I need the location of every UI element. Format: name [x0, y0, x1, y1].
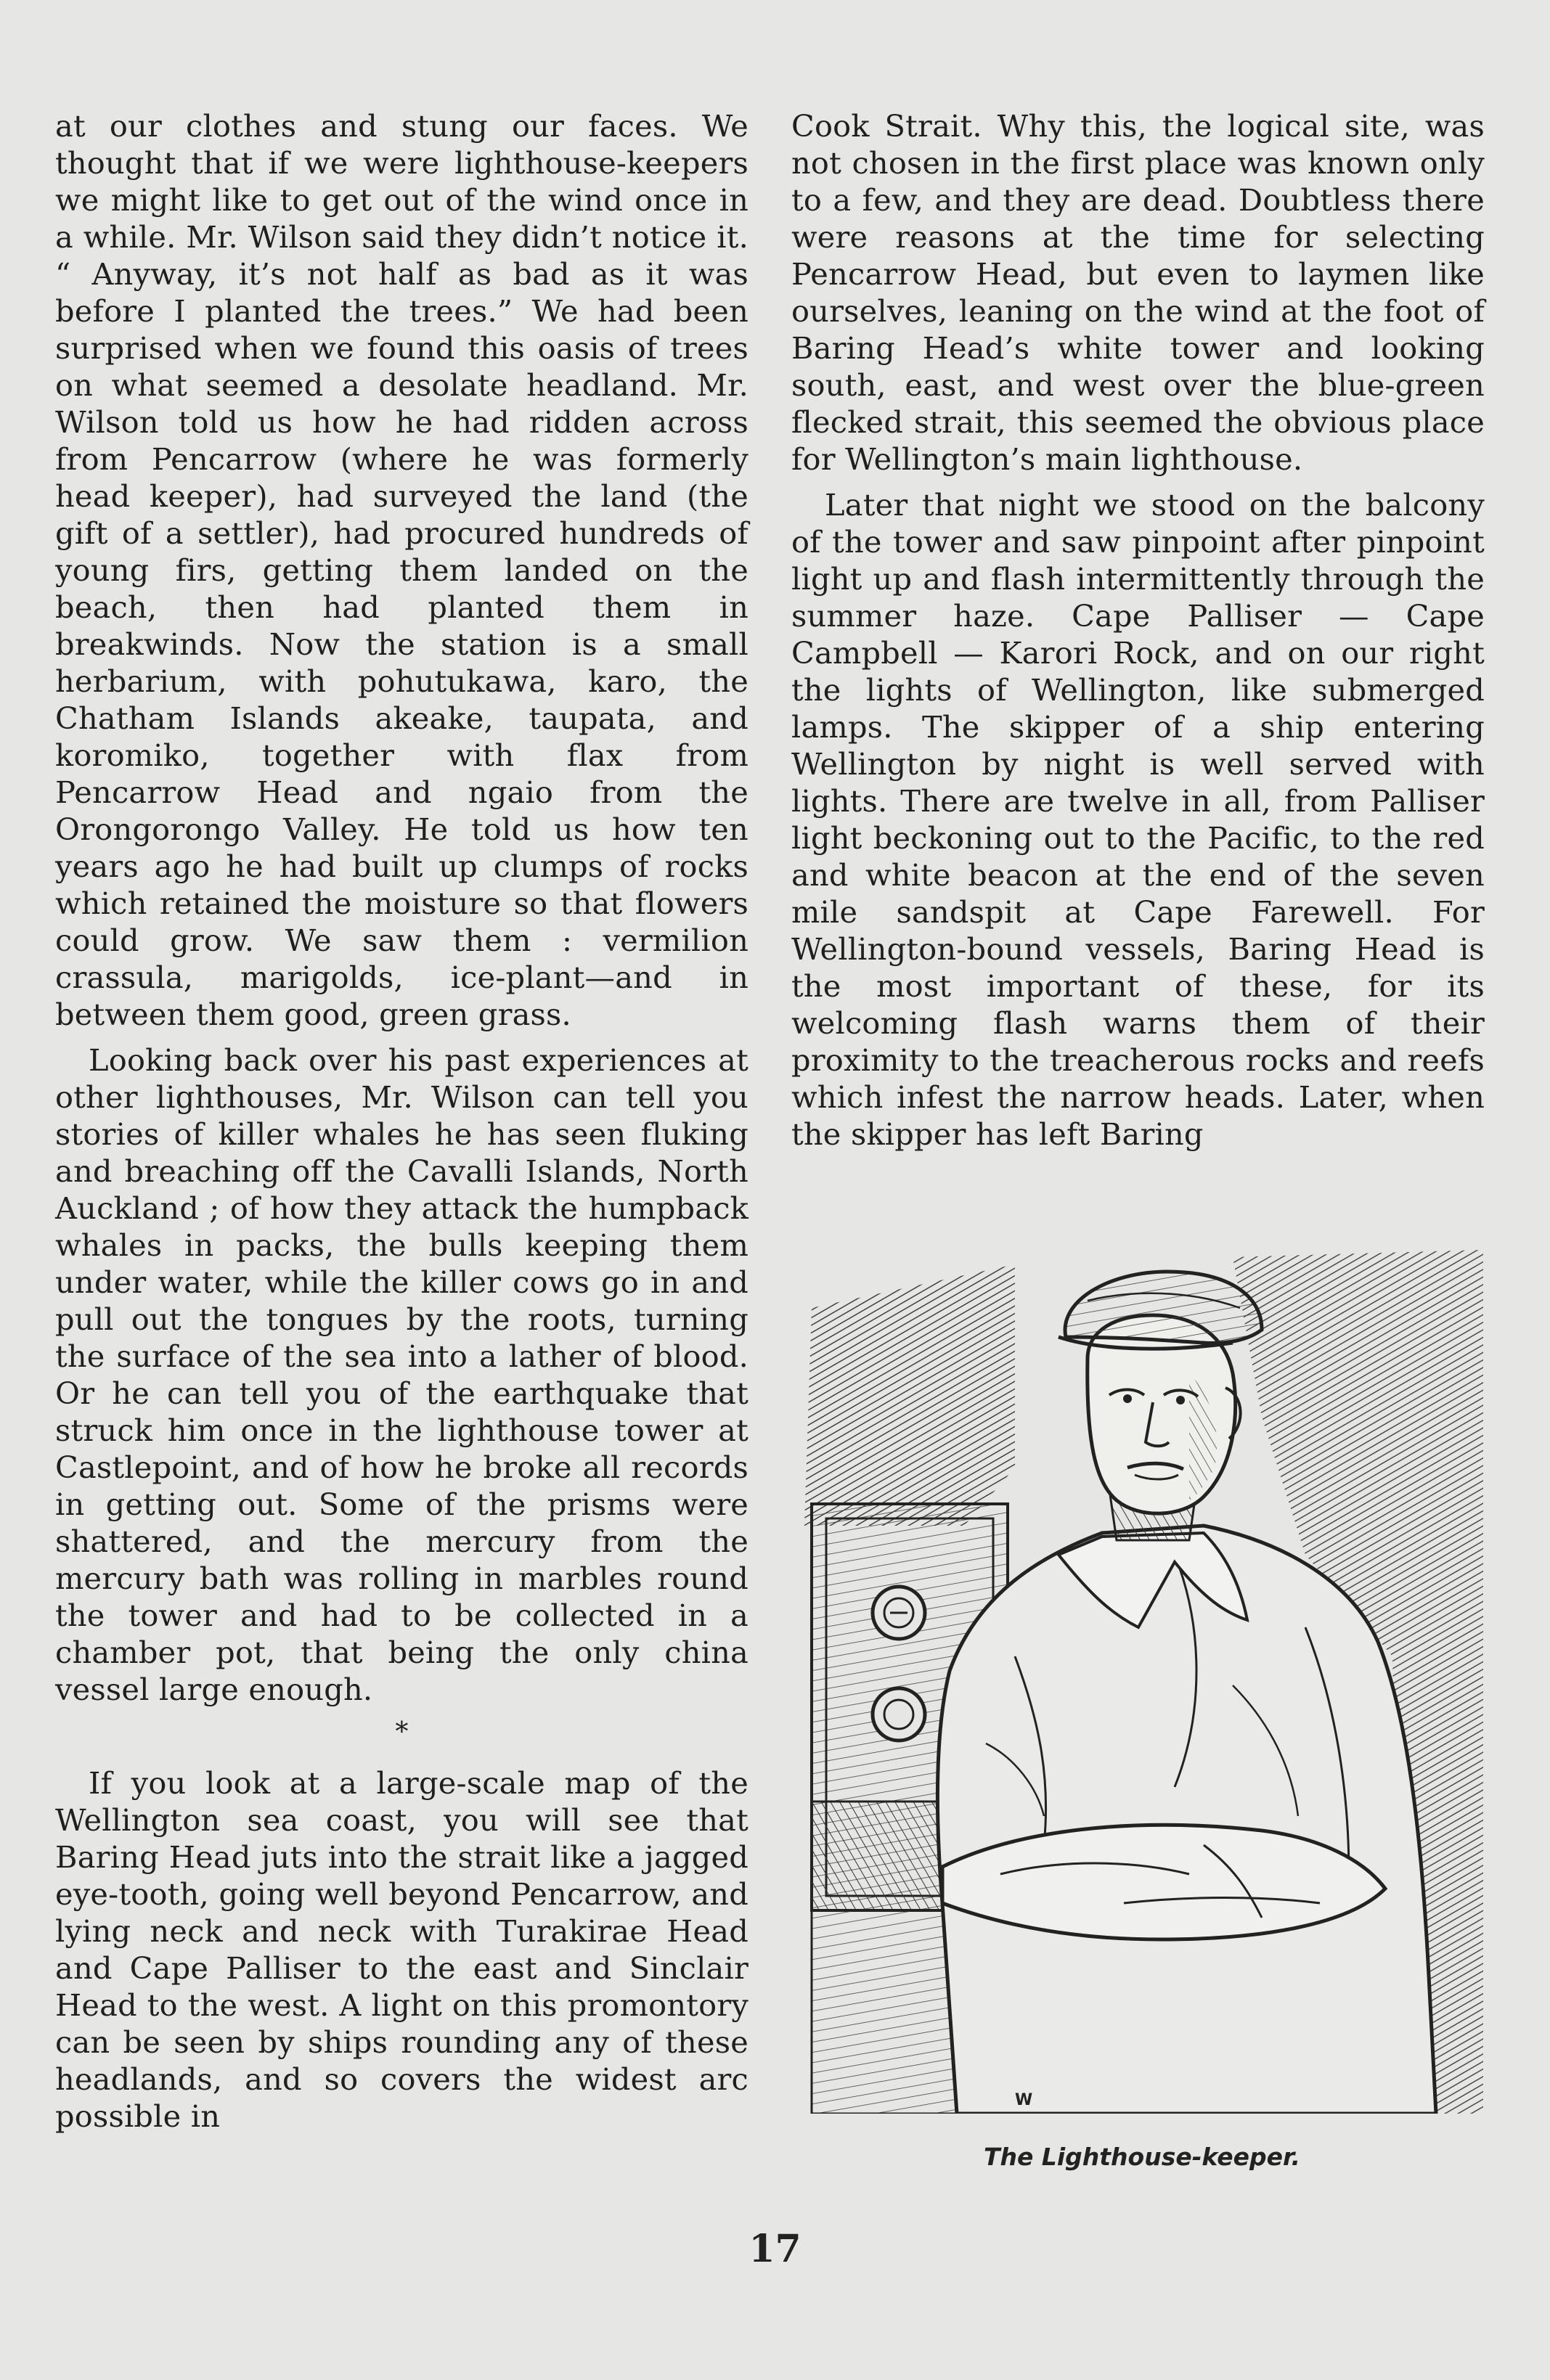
paragraph: at our clothes and stung our faces. We thought that if we were lighthouse-keepers we might like to get out of the wind once in a while. Mr. Wilson said they didn’t notice it. “ Anyway, it’s not half as bad as it was before I planted the trees.” We had been surprised when we found this oasis of trees on what seemed a desolate headland. Mr. Wilson told us how he had ridden across from Pencarrow (where he was formerly head keeper), had surveyed the land (the gift of a settler), had procured hundreds of young firs, getting them landed on the beach, then had planted them in breakwinds. Now the station is a small herbarium, with pohutukawa, karo, the Chatham Islands akeake, taupata, and koromiko, together with flax from Pencarrow Head and ngaio from the Orongorongo Valley. He told us how ten years ago he had built up clumps of rocks which retained the moisture so that flowers could grow. We saw them : vermilion crassula, marigolds, ice-plant—and in between them good, green grass.	[55, 108, 749, 1032]
section-separator: *	[395, 1717, 409, 1747]
illustration-signature: W	[1015, 2091, 1033, 2109]
paragraph: Looking back over his past experiences at other lighthouses, Mr. Wilson can tell you stories of killer whales he has seen fluking and breaching off the Cavalli Islands, North Auckland ; of how they attack the humpback whales in packs, the bulls keeping them under water, while the killer cows go in and pull out the tongues by the roots, turning the surface of the sea into a lather of blood. Or he can tell you of the earthquake that struck him once in the lighthouse tower at Castlepoint, and of how he broke all records in getting out. Some of the prisms were shattered, and the mercury from the mercury bath was rolling in marbles round the tower and had to be collected in a chamber pot, that being the only china vessel large enough.	[55, 1042, 749, 1707]
paragraph: If you look at a large-scale map of the Wellington sea coast, you will see that Baring Head juts into the strait like a jagged eye-tooth, going well beyond Pencarrow, and lying neck and neck with Turakirae Head and Cape Palliser to the east and Sinclair Head to the west. A light on this promontory can be seen by ships rounding any of these headlands, and so covers the widest arc possible in	[55, 1765, 749, 2134]
page-number: 17	[749, 2227, 801, 2271]
lighthouse-keeper-illustration	[797, 1250, 1487, 2114]
paragraph: Cook Strait. Why this, the logical site, was not chosen in the first place was known only to a few, and they are dead. Doubtless there were reasons at the time for selecting Pencarrow Head, but even to laymen like ourselves, leaning on the wind at the foot of Baring Head’s white tower and looking south, east, and west over the blue-green flecked strait, this seemed the obvious place for Wellington’s main lighthouse.	[791, 108, 1485, 477]
right-text-column	[791, 107, 1485, 1153]
paragraph: Later that night we stood on the balcony of the tower and saw pinpoint after pinpoint light up and flash intermittently through the summer haze. Cape Palliser — Cape Campbell — Karori Rock, and on our right the lights of Wellington, like submerged lamps. The skipper of a ship entering Wellington by night is well served with lights. There are twelve in all, from Palliser light beckoning out to the Pacific, to the red and white beacon at the end of the seven mile sandspit at Cape Farewell. For Wellington-bound vessels, Baring Head is the most important of these, for its welcoming flash warns them of their proximity to the treacherous rocks and reefs which infest the narrow heads. Later, when the skipper has left Baring	[791, 487, 1485, 1152]
illustration-caption: The Lighthouse-keeper.	[983, 2143, 1301, 2171]
left-text-column	[55, 107, 749, 2135]
